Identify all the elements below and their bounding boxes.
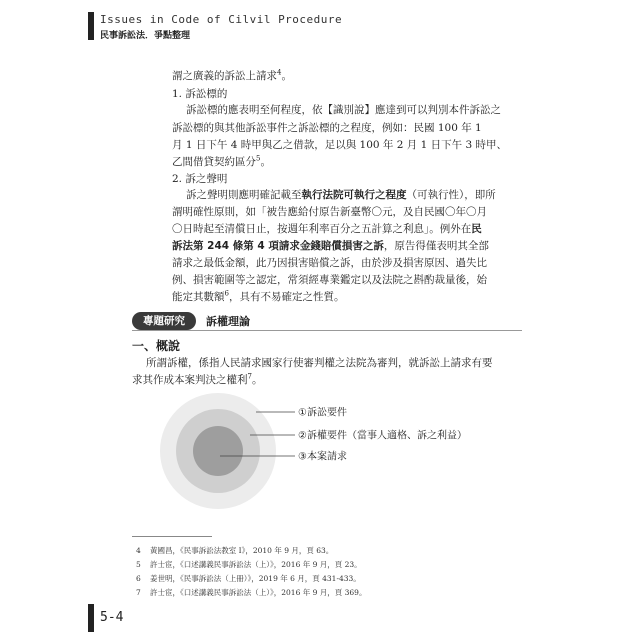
diagram-label-3: ③本案請求: [298, 451, 347, 463]
footnote-ref: 4: [277, 68, 282, 77]
topic-title: 訴權理論: [206, 315, 250, 328]
bold-text: 訴法第 244 條第 4 項請求金錢賠償損害之訴: [172, 240, 384, 252]
diagram-label-1: ①訴訟要件: [298, 407, 347, 419]
footnote: 5 許士宦，《口述講義民事訴訟法（上）》，2016 年 9 月，頁 23。: [136, 560, 362, 569]
footnote: 6 姜世明，《民事訴訟法（上冊）》，2019 年 6 月，頁 431-433。: [136, 574, 361, 583]
topic-badge: 專題研究: [132, 312, 196, 330]
section-line: 求其作成本案判決之權利$^7$。: [132, 372, 263, 386]
subsection-title-1: 1. 訴訟標的: [172, 88, 228, 100]
s2-line: 例、損害範圍等之認定，常須經專業鑑定以及法院之斟酌裁量後，始: [172, 274, 487, 286]
s1-line: 訴訟標的與其他訴訟事件之訴訟標的之程度，例如：民國 100 年 1: [172, 122, 482, 134]
header-title-zh: 民事訴訟法．爭點整理: [100, 31, 191, 41]
s1-line: 訴訟標的應表明至何程度，依【識別說】應達到可以判別本件訴訟之: [186, 104, 501, 116]
bold-text: 民: [471, 223, 482, 235]
s1-line: 月 1 日下午 4 時甲與乙之借款，足以與 100 年 2 月 1 日下午 3 時甲、: [172, 139, 507, 151]
header-title-en: Issues in Code of Cilvil Procedure: [100, 13, 343, 26]
page-number-bar: [88, 604, 94, 632]
footnote-ref: 7: [247, 372, 252, 381]
s2-line: 訴之聲明則應明確記載至執行法院可執行之程度（可執行性），即所: [186, 189, 496, 201]
subsection-title-2: 2. 訴之聲明: [172, 173, 228, 185]
footnote-ref: 5: [256, 154, 261, 163]
inner-circle: [193, 426, 243, 476]
s2-line: 能定其數額$^6$，具有不易確定之性質。: [172, 289, 345, 303]
section-heading: 一、概說: [132, 339, 181, 353]
topic-divider: [132, 330, 522, 331]
footnote: 4 黃國昌，《民事訴訟法教室 I》，2010 年 9 月，頁 63。: [136, 546, 334, 555]
s2-line: 請求之最低金額，此乃因損害賠償之訴，由於涉及損害原因、過失比: [172, 257, 487, 269]
concentric-circles-diagram: [160, 388, 500, 518]
s2-line: 訴法第 244 條第 4 項請求金錢賠償損害之訴，原告得僅表明其全部: [172, 240, 489, 252]
section-line: 所謂訴權，係指人民請求國家行使審判權之法院為審判，就訴訟上請求有要: [146, 357, 493, 369]
bold-text: 執行法院可執行之程度: [301, 189, 407, 201]
s1-line: 乙間借貸契約區分$^5$。: [172, 154, 271, 168]
footnote-ref: 6: [224, 289, 229, 298]
s2-line: 〇日時起至清償日止，按週年利率百分之五計算之利息」。例外在民: [172, 223, 482, 235]
footnote-divider: [132, 536, 212, 537]
intro-line: 謂之廣義的訴訟上請求$^4$。: [172, 68, 292, 82]
footnote: 7 許士宦，《口述講義民事訴訟法（上）》，2016 年 9 月，頁 369。: [136, 588, 367, 597]
diagram-label-2: ②訴權要件（當事人適格、訴之利益）: [298, 430, 467, 442]
page-number: 5-4: [100, 610, 124, 625]
s2-line: 謂明確性原則，如「被告應給付原告新臺幣〇元，及自民國〇年〇月: [172, 206, 487, 218]
header-bar: [88, 12, 94, 40]
